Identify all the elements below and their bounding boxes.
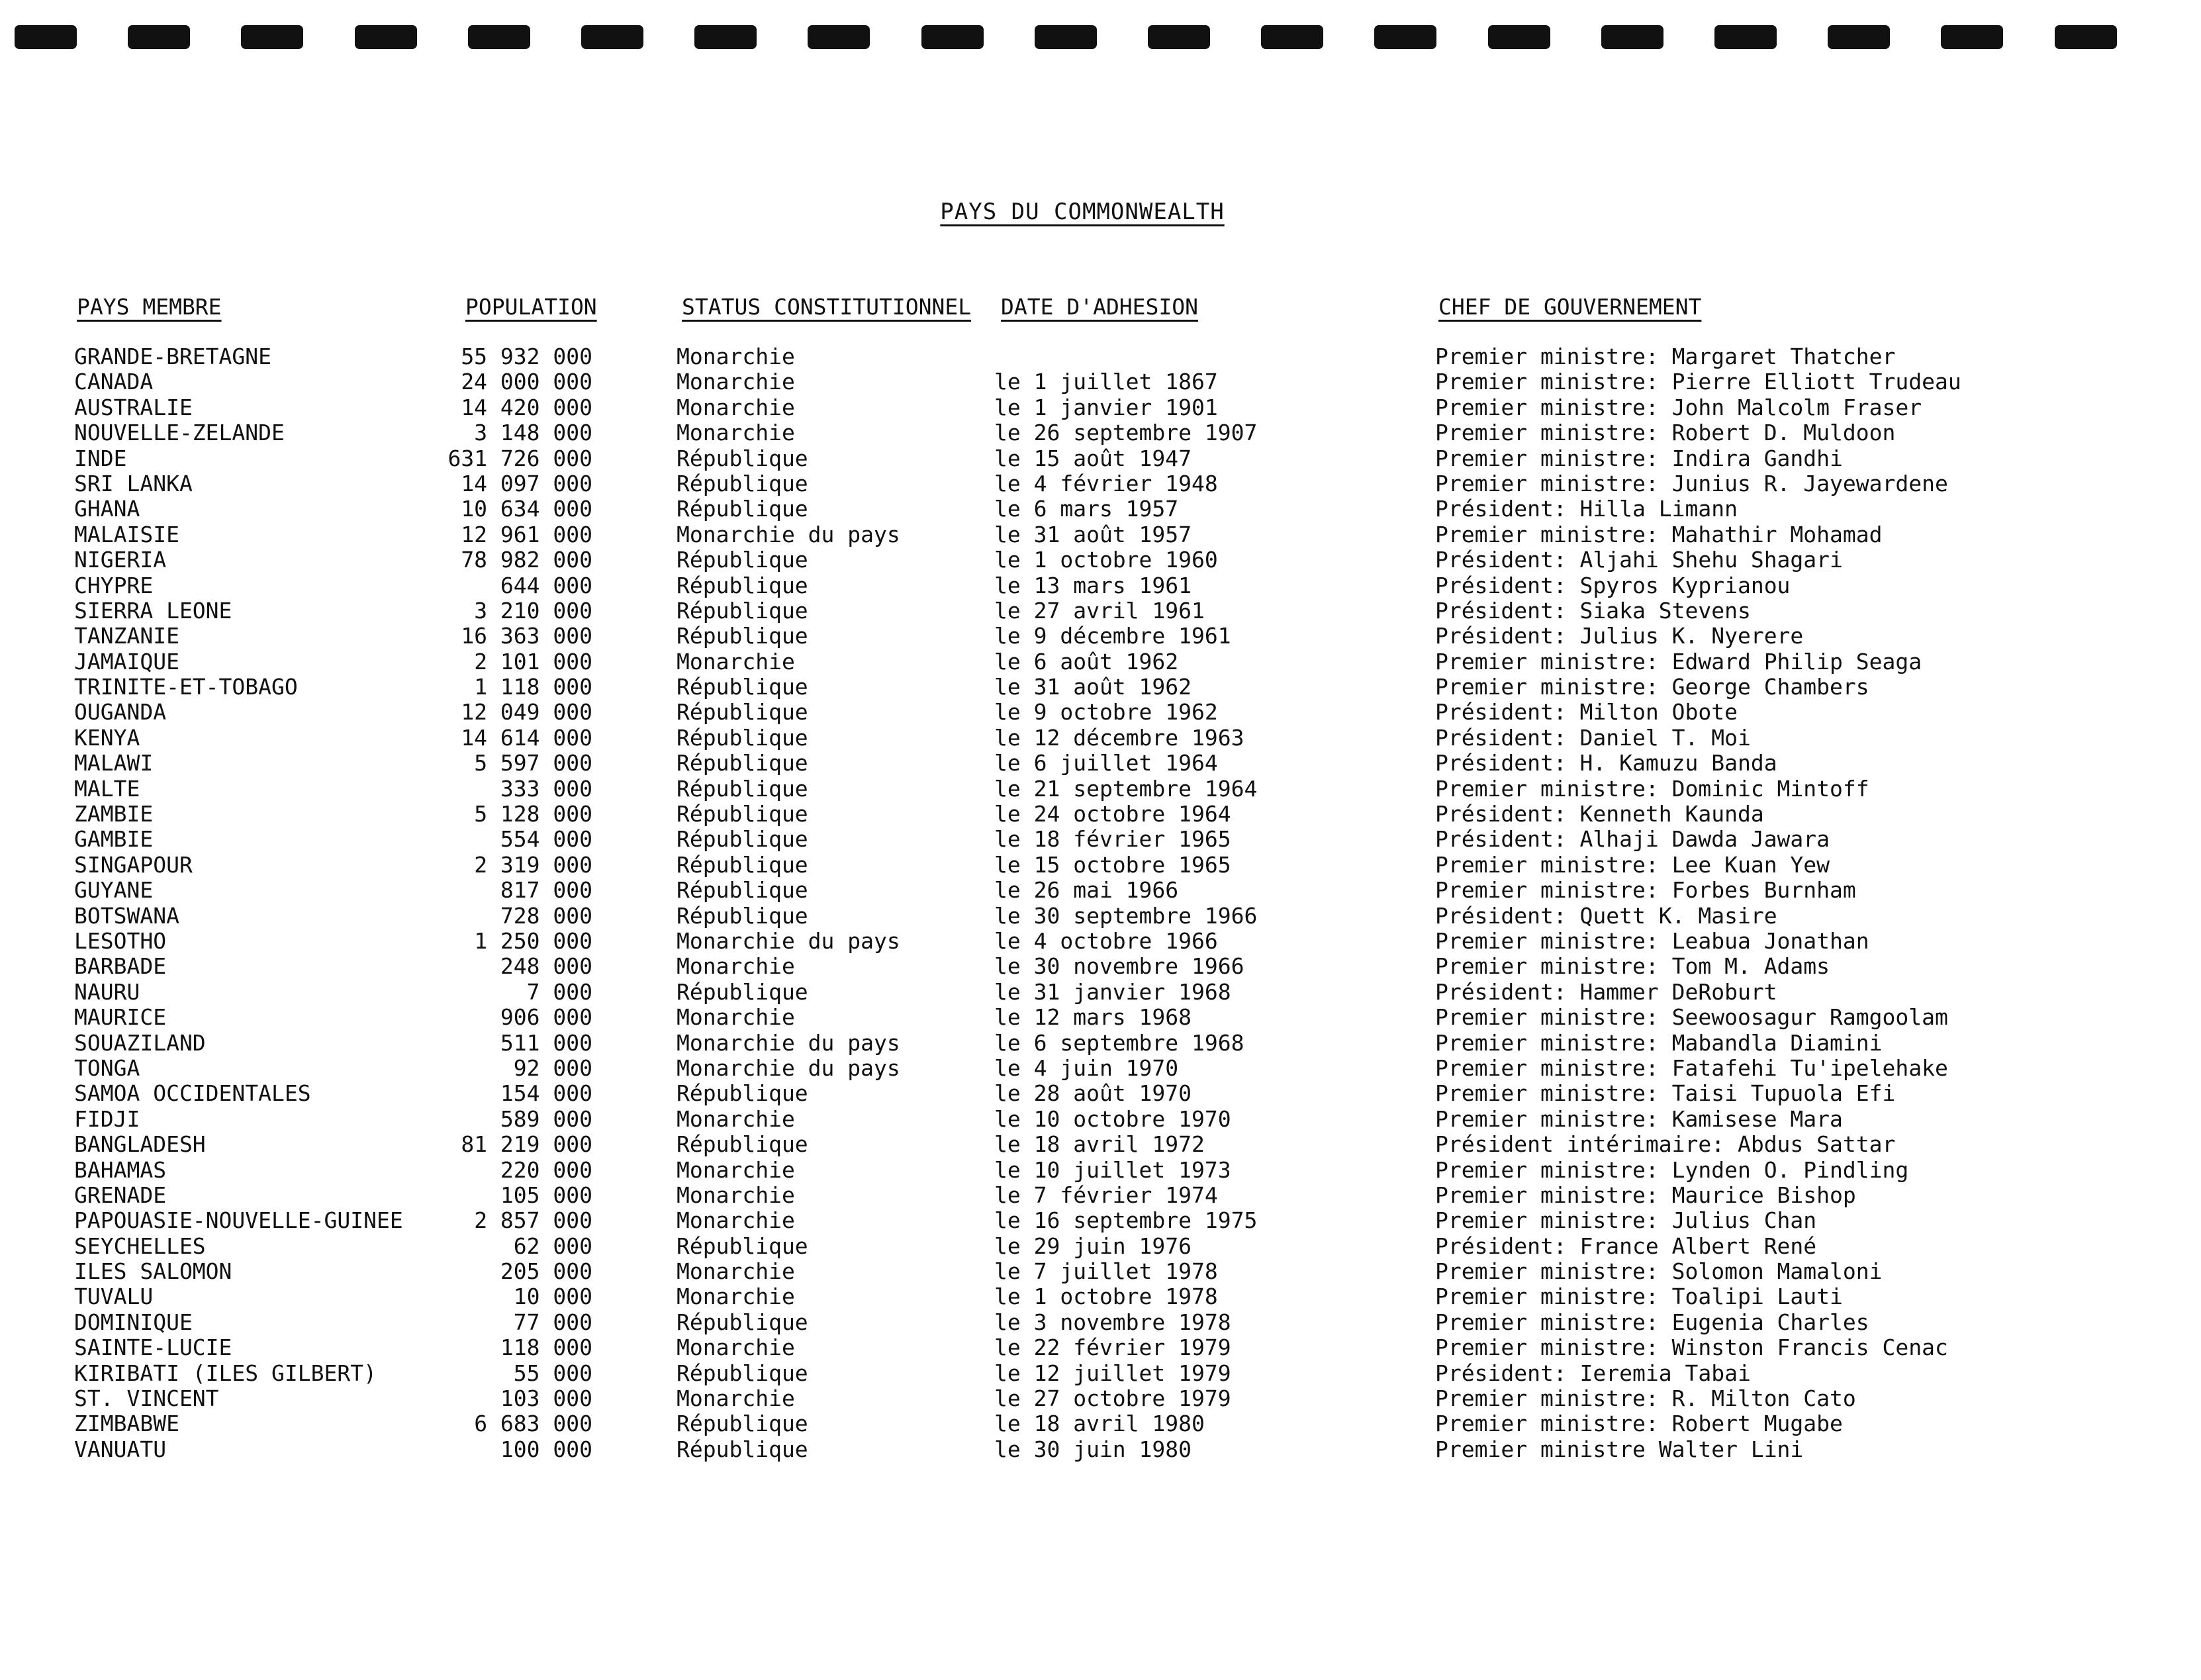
- population-value: 220 000: [500, 1156, 592, 1183]
- accession-date: le 27 octobre 1979: [994, 1385, 1231, 1412]
- table-row: [0, 1234, 2201, 1259]
- table-row: [0, 1081, 2201, 1106]
- country-name: GRANDE-BRETAGNE: [74, 344, 272, 369]
- table-row: [0, 1056, 2201, 1081]
- head-of-government: Président: Aljahi Shehu Shagari: [1435, 547, 1843, 573]
- accession-date: le 10 juillet 1973: [994, 1156, 1231, 1183]
- header-population: POPULATION: [465, 294, 597, 320]
- head-of-government: Président: Ieremia Tabai: [1435, 1360, 1751, 1386]
- table-row: [0, 1437, 2201, 1462]
- table-row: [0, 420, 2201, 445]
- constitutional-status: République: [677, 445, 808, 471]
- head-of-government: Président: France Albert René: [1435, 1233, 1817, 1259]
- head-of-government: Premier ministre: Julius Chan: [1435, 1207, 1817, 1234]
- accession-date: le 18 février 1965: [994, 826, 1231, 853]
- constitutional-status: Monarchie du pays: [677, 1029, 900, 1056]
- population-value: 62 000: [513, 1233, 592, 1259]
- punch-hole: [1714, 25, 1777, 49]
- population-value: 2 857 000: [474, 1207, 592, 1234]
- accession-date: le 12 décembre 1963: [994, 724, 1244, 751]
- country-name: CANADA: [74, 369, 154, 395]
- country-name: AUSTRALIE: [74, 394, 193, 420]
- population-value: 105 000: [500, 1182, 592, 1208]
- head-of-government: Président: Alhaji Dawda Jawara: [1435, 826, 1830, 853]
- table-row: [0, 1005, 2201, 1030]
- country-name: NOUVELLE-ZELANDE: [74, 420, 285, 446]
- punch-hole: [1374, 25, 1436, 49]
- table-row: [0, 751, 2201, 776]
- population-value: 631 726 000: [447, 445, 592, 471]
- head-of-government: Président: Julius K. Nyerere: [1435, 623, 1804, 649]
- country-name: DOMINIQUE: [74, 1309, 193, 1335]
- country-name: GAMBIE: [74, 826, 154, 853]
- punch-hole: [128, 25, 190, 49]
- punch-hole: [2055, 25, 2117, 49]
- head-of-government: Premier ministre: Mahathir Mohamad: [1435, 521, 1883, 547]
- head-of-government: Premier ministre: Leabua Jonathan: [1435, 927, 1869, 954]
- table-row: [0, 1183, 2201, 1208]
- head-of-government: Premier ministre: Winston Francis Cenac: [1435, 1334, 1948, 1361]
- accession-date: le 1 octobre 1978: [994, 1283, 1218, 1310]
- population-value: 5 128 000: [474, 801, 592, 827]
- country-name: TRINITE-ET-TOBAGO: [74, 674, 298, 700]
- accession-date: le 31 août 1962: [994, 674, 1192, 700]
- head-of-government: Président intérimaire: Abdus Sattar: [1435, 1131, 1896, 1158]
- population-value: 333 000: [500, 775, 592, 802]
- accession-date: le 30 novembre 1966: [994, 953, 1244, 980]
- accession-date: le 3 novembre 1978: [994, 1309, 1231, 1335]
- head-of-government: Président: Daniel T. Moi: [1435, 724, 1751, 751]
- population-value: 1 118 000: [474, 674, 592, 700]
- country-name: SINGAPOUR: [74, 851, 193, 878]
- country-name: VANUATU: [74, 1436, 167, 1462]
- constitutional-status: République: [677, 851, 808, 878]
- country-name: KENYA: [74, 724, 140, 751]
- accession-date: le 26 septembre 1907: [994, 420, 1258, 446]
- head-of-government: Premier ministre Walter Lini: [1435, 1436, 1804, 1462]
- population-value: 5 597 000: [474, 750, 592, 776]
- table-row: [0, 522, 2201, 547]
- population-value: 3 210 000: [474, 597, 592, 624]
- accession-date: le 4 octobre 1966: [994, 927, 1218, 954]
- table-row: [0, 446, 2201, 471]
- header-country: PAYS MEMBRE: [77, 294, 222, 320]
- table-row: [0, 547, 2201, 573]
- table-row: [0, 1411, 2201, 1436]
- population-value: 3 148 000: [474, 420, 592, 446]
- accession-date: le 10 octobre 1970: [994, 1105, 1231, 1132]
- constitutional-status: République: [677, 699, 808, 725]
- accession-date: le 7 février 1974: [994, 1182, 1218, 1208]
- country-name: LESOTHO: [74, 927, 167, 954]
- punch-hole: [1148, 25, 1210, 49]
- constitutional-status: République: [677, 572, 808, 598]
- accession-date: le 1 janvier 1901: [994, 394, 1218, 420]
- country-name: BANGLADESH: [74, 1131, 206, 1158]
- population-value: 2 319 000: [474, 851, 592, 878]
- table-row: [0, 1259, 2201, 1284]
- head-of-government: Président: Hilla Limann: [1435, 496, 1738, 522]
- country-name: GUYANE: [74, 877, 154, 904]
- head-of-government: Premier ministre: Mabandla Diamini: [1435, 1029, 1883, 1056]
- accession-date: le 9 octobre 1962: [994, 699, 1218, 725]
- punch-hole: [355, 25, 417, 49]
- constitutional-status: République: [677, 978, 808, 1005]
- country-name: ZIMBABWE: [74, 1411, 179, 1437]
- accession-date: le 22 février 1979: [994, 1334, 1231, 1361]
- punch-hole: [1035, 25, 1097, 49]
- head-of-government: Premier ministre: Junius R. Jayewardene: [1435, 470, 1948, 496]
- head-of-government: Premier ministre: Fatafehi Tu'ipelehake: [1435, 1054, 1948, 1081]
- head-of-government: Premier ministre: Taisi Tupuola Efi: [1435, 1080, 1896, 1107]
- constitutional-status: Monarchie: [677, 1334, 795, 1361]
- constitutional-status: République: [677, 1411, 808, 1437]
- constitutional-status: République: [677, 902, 808, 929]
- accession-date: le 31 janvier 1968: [994, 978, 1231, 1005]
- table-row: [0, 802, 2201, 827]
- constitutional-status: République: [677, 750, 808, 776]
- head-of-government: Premier ministre: R. Milton Cato: [1435, 1385, 1856, 1412]
- population-value: 14 097 000: [461, 470, 592, 496]
- country-name: MALTE: [74, 775, 140, 802]
- country-name: MALAISIE: [74, 521, 179, 547]
- table-row: [0, 725, 2201, 751]
- head-of-government: Premier ministre: John Malcolm Fraser: [1435, 394, 1922, 420]
- punch-hole: [1941, 25, 2003, 49]
- country-name: BARBADE: [74, 953, 167, 980]
- country-name: NAURU: [74, 978, 140, 1005]
- punch-hole: [694, 25, 757, 49]
- country-name: KIRIBATI (ILES GILBERT): [74, 1360, 377, 1386]
- population-value: 7 000: [526, 978, 592, 1005]
- constitutional-status: République: [677, 623, 808, 649]
- accession-date: le 31 août 1957: [994, 521, 1192, 547]
- accession-date: le 12 juillet 1979: [994, 1360, 1231, 1386]
- punch-hole: [581, 25, 643, 49]
- punch-hole: [1828, 25, 1890, 49]
- accession-date: le 21 septembre 1964: [994, 775, 1258, 802]
- accession-date: le 12 mars 1968: [994, 1004, 1192, 1031]
- page-title: PAYS DU COMMONWEALTH: [940, 199, 1225, 225]
- head-of-government: Premier ministre: Tom M. Adams: [1435, 953, 1830, 980]
- punch-hole: [468, 25, 530, 49]
- population-value: 589 000: [500, 1105, 592, 1132]
- table-row: [0, 624, 2201, 649]
- punch-hole: [15, 25, 77, 49]
- page-title-wrap: [0, 199, 2165, 225]
- country-name: NIGERIA: [74, 547, 167, 573]
- population-value: 24 000 000: [461, 369, 592, 395]
- constitutional-status: Monarchie: [677, 394, 795, 420]
- country-name: SRI LANKA: [74, 470, 193, 496]
- head-of-government: Président: H. Kamuzu Banda: [1435, 750, 1777, 776]
- constitutional-status: République: [677, 674, 808, 700]
- constitutional-status: République: [677, 1233, 808, 1259]
- country-name: INDE: [74, 445, 127, 471]
- population-value: 554 000: [500, 826, 592, 853]
- country-name: SAINTE-LUCIE: [74, 1334, 232, 1361]
- head-of-government: Premier ministre: Lynden O. Pindling: [1435, 1156, 1909, 1183]
- head-of-government: Premier ministre: Margaret Thatcher: [1435, 344, 1896, 369]
- constitutional-status: République: [677, 1080, 808, 1107]
- population-value: 644 000: [500, 572, 592, 598]
- constitutional-status: République: [677, 547, 808, 573]
- table-row: [0, 675, 2201, 700]
- population-value: 78 982 000: [461, 547, 592, 573]
- table-row: [0, 1031, 2201, 1056]
- constitutional-status: République: [677, 724, 808, 751]
- table-row: [0, 369, 2201, 395]
- table-row: [0, 776, 2201, 802]
- accession-date: le 30 septembre 1966: [994, 902, 1258, 929]
- table-row: [0, 573, 2201, 598]
- head-of-government: Premier ministre: Dominic Mintoff: [1435, 775, 1869, 802]
- head-of-government: Premier ministre: Lee Kuan Yew: [1435, 851, 1830, 878]
- table-row: [0, 1310, 2201, 1335]
- table-row: [0, 700, 2201, 725]
- head-of-government: Président: Hammer DeRoburt: [1435, 978, 1777, 1005]
- accession-date: le 13 mars 1961: [994, 572, 1192, 598]
- constitutional-status: Monarchie: [677, 1385, 795, 1412]
- population-value: 12 961 000: [461, 521, 592, 547]
- population-value: 14 614 000: [461, 724, 592, 751]
- population-value: 906 000: [500, 1004, 592, 1031]
- population-value: 55 000: [513, 1360, 592, 1386]
- country-name: ZAMBIE: [74, 801, 154, 827]
- head-of-government: Premier ministre: Forbes Burnham: [1435, 877, 1856, 904]
- head-of-government: Premier ministre: Kamisese Mara: [1435, 1105, 1843, 1132]
- constitutional-status: République: [677, 1436, 808, 1462]
- country-name: MALAWI: [74, 750, 154, 776]
- constitutional-status: Monarchie: [677, 1105, 795, 1132]
- population-value: 16 363 000: [461, 623, 592, 649]
- table-row: [0, 878, 2201, 903]
- constitutional-status: République: [677, 826, 808, 853]
- population-value: 817 000: [500, 877, 592, 904]
- accession-date: le 1 juillet 1867: [994, 369, 1218, 395]
- constitutional-status: République: [677, 1131, 808, 1158]
- accession-date: le 15 août 1947: [994, 445, 1192, 471]
- population-value: 92 000: [513, 1054, 592, 1081]
- population-value: 103 000: [500, 1385, 592, 1412]
- constitutional-status: Monarchie: [677, 1182, 795, 1208]
- constitutional-status: République: [677, 496, 808, 522]
- population-value: 728 000: [500, 902, 592, 929]
- accession-date: le 6 juillet 1964: [994, 750, 1218, 776]
- punch-hole: [1488, 25, 1550, 49]
- table-row: [0, 1284, 2201, 1309]
- population-value: 77 000: [513, 1309, 592, 1335]
- table-row: [0, 827, 2201, 852]
- head-of-government: Premier ministre: Edward Philip Seaga: [1435, 648, 1922, 675]
- country-name: MAURICE: [74, 1004, 167, 1031]
- accession-date: le 1 octobre 1960: [994, 547, 1218, 573]
- accession-date: le 29 juin 1976: [994, 1233, 1192, 1259]
- country-name: BAHAMAS: [74, 1156, 167, 1183]
- accession-date: le 27 avril 1961: [994, 597, 1205, 624]
- accession-date: le 7 juillet 1978: [994, 1258, 1218, 1285]
- population-value: 2 101 000: [474, 648, 592, 675]
- constitutional-status: République: [677, 801, 808, 827]
- population-value: 511 000: [500, 1029, 592, 1056]
- head-of-government: Premier ministre: Seewoosagur Ramgoolam: [1435, 1004, 1948, 1031]
- accession-date: le 18 avril 1972: [994, 1131, 1205, 1158]
- constitutional-status: République: [677, 1360, 808, 1386]
- accession-date: le 6 août 1962: [994, 648, 1179, 675]
- table-row: [0, 853, 2201, 878]
- constitutional-status: Monarchie: [677, 420, 795, 446]
- population-value: 1 250 000: [474, 927, 592, 954]
- head-of-government: Premier ministre: Robert Mugabe: [1435, 1411, 1843, 1437]
- constitutional-status: Monarchie du pays: [677, 1054, 900, 1081]
- table-row: [0, 1132, 2201, 1157]
- table-row: [0, 1335, 2201, 1360]
- head-of-government: Président: Spyros Kyprianou: [1435, 572, 1791, 598]
- table-row: [0, 344, 2201, 369]
- country-name: SEYCHELLES: [74, 1233, 206, 1259]
- table-row: [0, 649, 2201, 675]
- constitutional-status: Monarchie: [677, 1207, 795, 1234]
- punch-hole-strip: [0, 0, 2201, 79]
- head-of-government: Président: Siaka Stevens: [1435, 597, 1751, 624]
- population-value: 10 634 000: [461, 496, 592, 522]
- table-row: [0, 496, 2201, 522]
- accession-date: le 9 décembre 1961: [994, 623, 1231, 649]
- accession-date: le 4 juin 1970: [994, 1054, 1179, 1081]
- accession-date: le 28 août 1970: [994, 1080, 1192, 1107]
- punch-hole: [241, 25, 303, 49]
- country-name: BOTSWANA: [74, 902, 179, 929]
- accession-date: le 26 mai 1966: [994, 877, 1179, 904]
- country-name: ILES SALOMON: [74, 1258, 232, 1285]
- constitutional-status: Monarchie du pays: [677, 521, 900, 547]
- table-row: [0, 929, 2201, 954]
- commonwealth-table: [0, 344, 2201, 1462]
- head-of-government: Président: Quett K. Masire: [1435, 902, 1777, 929]
- country-name: GRENADE: [74, 1182, 167, 1208]
- population-value: 154 000: [500, 1080, 592, 1107]
- accession-date: le 18 avril 1980: [994, 1411, 1205, 1437]
- header-status: STATUS CONSTITUTIONNEL: [682, 294, 972, 320]
- country-name: CHYPRE: [74, 572, 154, 598]
- constitutional-status: Monarchie: [677, 1156, 795, 1183]
- country-name: JAMAIQUE: [74, 648, 179, 675]
- country-name: GHANA: [74, 496, 140, 522]
- punch-hole: [808, 25, 870, 49]
- table-row: [0, 1386, 2201, 1411]
- table-row: [0, 471, 2201, 496]
- table-row: [0, 1361, 2201, 1386]
- accession-date: le 15 octobre 1965: [994, 851, 1231, 878]
- constitutional-status: Monarchie: [677, 1258, 795, 1285]
- head-of-government: Premier ministre: Maurice Bishop: [1435, 1182, 1856, 1208]
- punch-hole: [921, 25, 984, 49]
- constitutional-status: Monarchie: [677, 953, 795, 980]
- accession-date: le 24 octobre 1964: [994, 801, 1231, 827]
- accession-date: le 6 mars 1957: [994, 496, 1179, 522]
- country-name: TANZANIE: [74, 623, 179, 649]
- accession-date: le 30 juin 1980: [994, 1436, 1192, 1462]
- header-chief: CHEF DE GOUVERNEMENT: [1438, 294, 1702, 320]
- head-of-government: Premier ministre: Solomon Mamaloni: [1435, 1258, 1883, 1285]
- punch-hole: [1601, 25, 1663, 49]
- country-name: SOUAZILAND: [74, 1029, 206, 1056]
- constitutional-status: Monarchie: [677, 1004, 795, 1031]
- head-of-government: Président: Kenneth Kaunda: [1435, 801, 1764, 827]
- country-name: FIDJI: [74, 1105, 140, 1132]
- constitutional-status: République: [677, 470, 808, 496]
- table-row: [0, 980, 2201, 1005]
- population-value: 55 932 000: [461, 344, 592, 369]
- population-value: 118 000: [500, 1334, 592, 1361]
- country-name: ST. VINCENT: [74, 1385, 219, 1412]
- table-row: [0, 1158, 2201, 1183]
- table-row: [0, 904, 2201, 929]
- punch-hole: [1261, 25, 1323, 49]
- constitutional-status: Monarchie: [677, 1283, 795, 1310]
- population-value: 248 000: [500, 953, 592, 980]
- country-name: TUVALU: [74, 1283, 154, 1310]
- head-of-government: Premier ministre: Indira Gandhi: [1435, 445, 1843, 471]
- constitutional-status: République: [677, 775, 808, 802]
- table-row: [0, 1107, 2201, 1132]
- constitutional-status: Monarchie: [677, 648, 795, 675]
- population-value: 14 420 000: [461, 394, 592, 420]
- population-value: 10 000: [513, 1283, 592, 1310]
- head-of-government: Premier ministre: Toalipi Lauti: [1435, 1283, 1843, 1310]
- table-row: [0, 395, 2201, 420]
- accession-date: le 4 février 1948: [994, 470, 1218, 496]
- constitutional-status: République: [677, 1309, 808, 1335]
- constitutional-status: Monarchie du pays: [677, 927, 900, 954]
- head-of-government: Premier ministre: George Chambers: [1435, 674, 1869, 700]
- population-value: 12 049 000: [461, 699, 592, 725]
- constitutional-status: République: [677, 877, 808, 904]
- constitutional-status: République: [677, 597, 808, 624]
- head-of-government: Premier ministre: Robert D. Muldoon: [1435, 420, 1896, 446]
- population-value: 205 000: [500, 1258, 592, 1285]
- accession-date: le 16 septembre 1975: [994, 1207, 1258, 1234]
- country-name: TONGA: [74, 1054, 140, 1081]
- table-row: [0, 1208, 2201, 1233]
- population-value: 100 000: [500, 1436, 592, 1462]
- header-date: DATE D'ADHESION: [1001, 294, 1199, 320]
- constitutional-status: Monarchie: [677, 369, 795, 395]
- population-value: 81 219 000: [461, 1131, 592, 1158]
- accession-date: le 6 septembre 1968: [994, 1029, 1244, 1056]
- table-row: [0, 598, 2201, 624]
- head-of-government: Premier ministre: Pierre Elliott Trudeau: [1435, 369, 1961, 395]
- head-of-government: Premier ministre: Eugenia Charles: [1435, 1309, 1869, 1335]
- population-value: 6 683 000: [474, 1411, 592, 1437]
- country-name: SAMOA OCCIDENTALES: [74, 1080, 311, 1107]
- country-name: SIERRA LEONE: [74, 597, 232, 624]
- constitutional-status: Monarchie: [677, 344, 795, 369]
- head-of-government: Président: Milton Obote: [1435, 699, 1738, 725]
- table-row: [0, 954, 2201, 979]
- country-name: OUGANDA: [74, 699, 167, 725]
- country-name: PAPOUASIE-NOUVELLE-GUINEE: [74, 1207, 403, 1234]
